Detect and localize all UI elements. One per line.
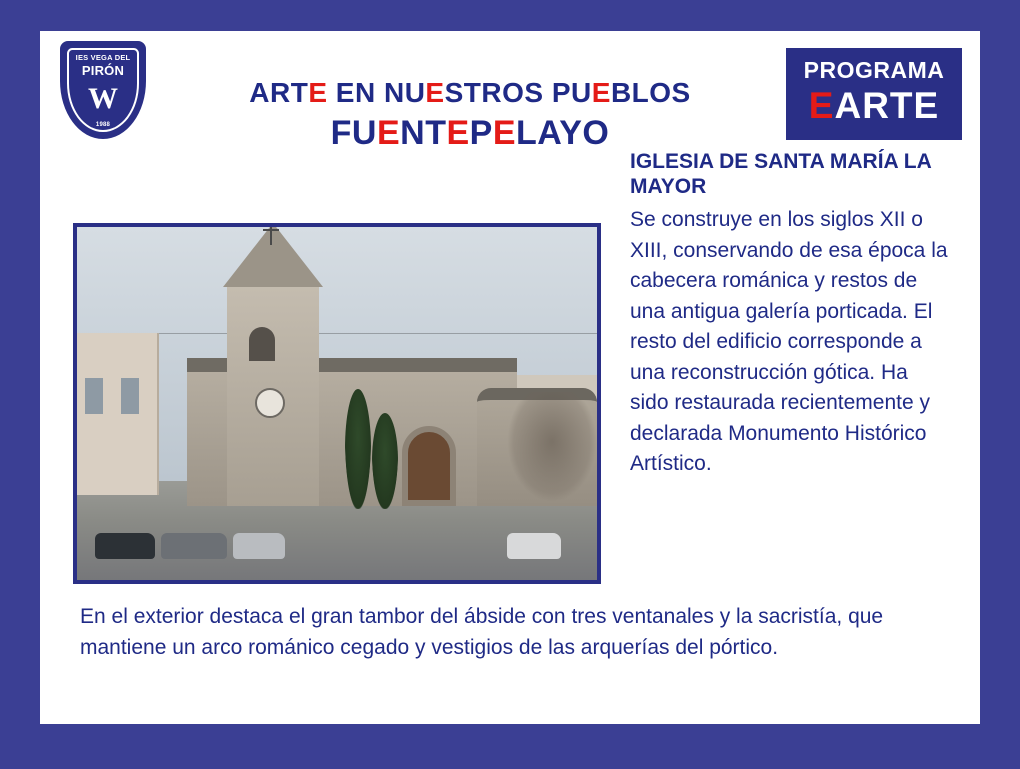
title-seg-accent: E — [308, 77, 328, 108]
town-seg-accent: E — [376, 114, 401, 152]
logo-line-3: 1988 — [95, 122, 111, 128]
town-seg-accent: E — [446, 114, 470, 152]
slide-card — [40, 31, 980, 724]
title-seg-accent: E — [591, 77, 611, 108]
article-column — [630, 149, 952, 480]
photo-cypress-tree — [345, 389, 371, 509]
slide-header — [40, 31, 980, 152]
photo-car — [507, 533, 561, 559]
town-seg: NT — [400, 114, 447, 152]
photo-tower-roof — [223, 223, 323, 287]
photo-car — [95, 533, 155, 559]
school-logo — [60, 41, 152, 141]
article-paragraph: Se construye en los siglos XII o XIII, conservando de esa época la cabecera románica y restos de una antigua galería porticada. El resto del edificio corresponde a una reconstrucción gótica. Ha sido restaurada recientemente y declarada Monumento Histórico Artístico. — [630, 208, 948, 475]
photo-cypress-tree — [372, 413, 398, 509]
logo-emblem-icon: W — [88, 82, 118, 115]
photo-church-portal — [402, 426, 456, 506]
page-title-line-2 — [160, 114, 780, 153]
title-seg: STROS PU — [444, 77, 592, 108]
page-title-line-1 — [160, 77, 780, 109]
programa-label: PROGRAMA — [803, 57, 945, 83]
photo-bare-tree — [507, 392, 597, 502]
article-title: IGLESIA DE SANTA MARÍA LA MAYOR — [630, 150, 931, 198]
logo-line-1: IES VEGA DEL — [75, 53, 131, 62]
programa-name-accent: E — [808, 85, 835, 126]
town-seg: P — [469, 114, 493, 152]
programa-name-rest: ARTE — [834, 85, 940, 126]
title-seg: EN NU — [327, 77, 426, 108]
clock-icon — [255, 388, 285, 418]
photo-car — [161, 533, 227, 559]
title-seg: BLOS — [610, 77, 691, 108]
shield-icon — [60, 41, 146, 139]
title-seg-accent: E — [425, 77, 445, 108]
article-footer-paragraph: En el exterior destaca el gran tambor del ábside con tres ventanales y la sacristía, que mantiene un arco románico cegado y vestigios de las arquerías del pórtico. — [80, 605, 884, 659]
programa-badge — [786, 48, 962, 140]
town-seg: FU — [330, 114, 377, 152]
title-seg: ART — [249, 77, 309, 108]
cross-icon — [270, 223, 272, 245]
logo-line-2: PIRÓN — [81, 63, 125, 78]
photo-belfry-opening — [249, 327, 275, 361]
town-seg-accent: E — [492, 114, 517, 152]
church-photo-image — [77, 227, 597, 580]
photo-car — [233, 533, 285, 559]
church-photo — [73, 223, 601, 584]
programa-name — [789, 85, 959, 127]
photo-left-building — [77, 333, 159, 495]
town-seg: LAYO — [516, 114, 610, 152]
header-titles — [160, 77, 780, 153]
